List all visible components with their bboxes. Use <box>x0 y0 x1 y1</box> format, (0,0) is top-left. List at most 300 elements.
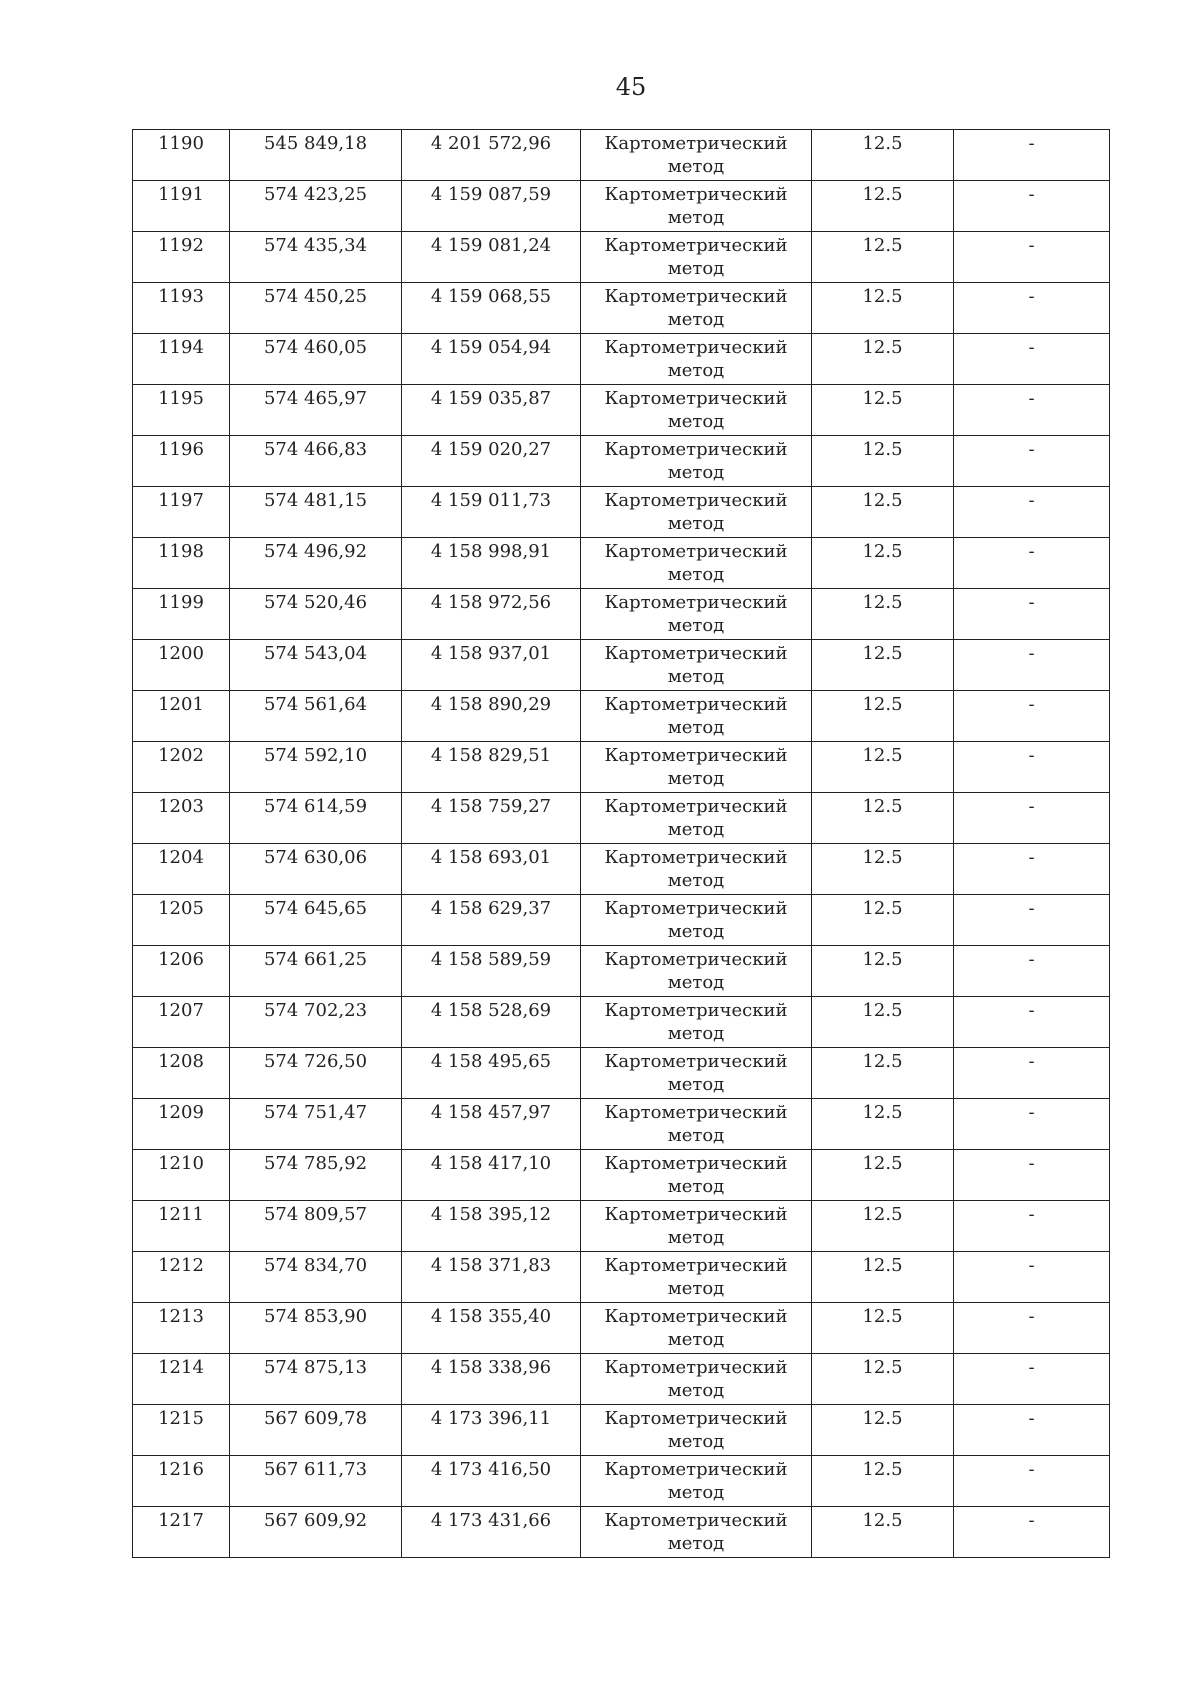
accuracy-cell <box>812 1201 954 1252</box>
x-coordinate-cell-text: 574 561,64 <box>263 694 368 715</box>
y-coordinate-cell-text: 4 158 759,27 <box>430 796 552 817</box>
y-coordinate-cell-text: 4 173 416,50 <box>430 1459 552 1480</box>
point-number-cell-text: 1192 <box>158 235 204 256</box>
y-coordinate-cell-text: 4 173 396,11 <box>430 1408 552 1429</box>
method-cell-text: Картометрический метод <box>604 1510 788 1554</box>
x-coordinate-cell <box>230 997 402 1048</box>
method-cell-text: Картометрический метод <box>604 439 788 483</box>
y-coordinate-cell-text: 4 173 431,66 <box>430 1510 552 1531</box>
method-cell <box>581 691 812 742</box>
point-number-cell-text: 1196 <box>158 439 204 460</box>
method-cell <box>581 1150 812 1201</box>
method-cell-text: Картометрический метод <box>604 184 788 228</box>
point-number-cell <box>133 538 230 589</box>
table-row <box>133 1303 1110 1354</box>
table-row <box>133 895 1110 946</box>
point-number-cell <box>133 385 230 436</box>
note-cell <box>954 1252 1110 1303</box>
y-coordinate-cell <box>402 742 581 793</box>
accuracy-cell <box>812 895 954 946</box>
accuracy-cell-text: 12.5 <box>862 1153 903 1174</box>
method-cell-text: Картометрический метод <box>604 1255 788 1299</box>
x-coordinate-cell <box>230 1252 402 1303</box>
table-row <box>133 1507 1110 1558</box>
accuracy-cell-text: 12.5 <box>862 1459 903 1480</box>
accuracy-cell <box>812 640 954 691</box>
note-cell-text: - <box>1028 1408 1035 1429</box>
accuracy-cell-text: 12.5 <box>862 439 903 460</box>
table-row <box>133 1456 1110 1507</box>
point-number-cell <box>133 1099 230 1150</box>
x-coordinate-cell-text: 574 466,83 <box>263 439 368 460</box>
table-row <box>133 1354 1110 1405</box>
note-cell-text: - <box>1028 1051 1035 1072</box>
note-cell <box>954 436 1110 487</box>
x-coordinate-cell-text: 574 785,92 <box>263 1153 368 1174</box>
method-cell <box>581 1456 812 1507</box>
accuracy-cell-text: 12.5 <box>862 133 903 154</box>
x-coordinate-cell <box>230 283 402 334</box>
note-cell <box>954 385 1110 436</box>
accuracy-cell-text: 12.5 <box>862 388 903 409</box>
y-coordinate-cell <box>402 691 581 742</box>
x-coordinate-cell-text: 574 875,13 <box>263 1357 368 1378</box>
x-coordinate-cell <box>230 130 402 181</box>
note-cell-text: - <box>1028 286 1035 307</box>
y-coordinate-cell-text: 4 158 693,01 <box>430 847 552 868</box>
note-cell <box>954 130 1110 181</box>
point-number-cell-text: 1203 <box>158 796 204 817</box>
accuracy-cell <box>812 793 954 844</box>
method-cell-text: Картометрический метод <box>604 847 788 891</box>
method-cell-text: Картометрический метод <box>604 643 788 687</box>
table-row <box>133 1099 1110 1150</box>
y-coordinate-cell <box>402 1354 581 1405</box>
point-number-cell <box>133 130 230 181</box>
accuracy-cell <box>812 1456 954 1507</box>
x-coordinate-cell <box>230 589 402 640</box>
method-cell <box>581 589 812 640</box>
note-cell <box>954 1150 1110 1201</box>
accuracy-cell-text: 12.5 <box>862 337 903 358</box>
method-cell <box>581 844 812 895</box>
point-number-cell-text: 1208 <box>158 1051 204 1072</box>
accuracy-cell <box>812 1405 954 1456</box>
method-cell <box>581 283 812 334</box>
accuracy-cell-text: 12.5 <box>862 745 903 766</box>
x-coordinate-cell-text: 574 834,70 <box>263 1255 368 1276</box>
method-cell <box>581 538 812 589</box>
y-coordinate-cell-text: 4 159 011,73 <box>430 490 552 511</box>
y-coordinate-cell <box>402 997 581 1048</box>
table-row <box>133 640 1110 691</box>
y-coordinate-cell <box>402 1303 581 1354</box>
x-coordinate-cell <box>230 1303 402 1354</box>
method-cell-text: Картометрический метод <box>604 592 788 636</box>
accuracy-cell-text: 12.5 <box>862 541 903 562</box>
point-number-cell <box>133 1456 230 1507</box>
accuracy-cell <box>812 1303 954 1354</box>
x-coordinate-cell <box>230 232 402 283</box>
accuracy-cell <box>812 385 954 436</box>
accuracy-cell-text: 12.5 <box>862 1357 903 1378</box>
x-coordinate-cell <box>230 1354 402 1405</box>
method-cell <box>581 181 812 232</box>
x-coordinate-cell-text: 574 460,05 <box>263 337 368 358</box>
note-cell-text: - <box>1028 949 1035 970</box>
y-coordinate-cell <box>402 1507 581 1558</box>
table-row <box>133 844 1110 895</box>
x-coordinate-cell-text: 574 465,97 <box>263 388 368 409</box>
point-number-cell-text: 1217 <box>158 1510 204 1531</box>
note-cell-text: - <box>1028 490 1035 511</box>
y-coordinate-cell-text: 4 158 371,83 <box>430 1255 552 1276</box>
point-number-cell <box>133 742 230 793</box>
accuracy-cell <box>812 1099 954 1150</box>
method-cell <box>581 895 812 946</box>
x-coordinate-cell <box>230 1405 402 1456</box>
point-number-cell <box>133 589 230 640</box>
y-coordinate-cell-text: 4 158 338,96 <box>430 1357 552 1378</box>
point-number-cell <box>133 283 230 334</box>
y-coordinate-cell <box>402 1048 581 1099</box>
y-coordinate-cell <box>402 130 581 181</box>
x-coordinate-cell-text: 574 481,15 <box>263 490 368 511</box>
method-cell-text: Картометрический метод <box>604 388 788 432</box>
x-coordinate-cell <box>230 181 402 232</box>
y-coordinate-cell <box>402 487 581 538</box>
note-cell <box>954 1507 1110 1558</box>
method-cell-text: Картометрический метод <box>604 490 788 534</box>
method-cell-text: Картометрический метод <box>604 694 788 738</box>
method-cell-text: Картометрический метод <box>604 745 788 789</box>
method-cell <box>581 1303 812 1354</box>
y-coordinate-cell-text: 4 159 035,87 <box>430 388 552 409</box>
x-coordinate-cell-text: 567 609,92 <box>263 1510 368 1531</box>
point-number-cell <box>133 334 230 385</box>
accuracy-cell-text: 12.5 <box>862 1408 903 1429</box>
note-cell-text: - <box>1028 592 1035 613</box>
point-number-cell <box>133 895 230 946</box>
y-coordinate-cell-text: 4 159 081,24 <box>430 235 552 256</box>
accuracy-cell-text: 12.5 <box>862 1306 903 1327</box>
table-row <box>133 1048 1110 1099</box>
coordinates-table-body <box>133 130 1110 1558</box>
x-coordinate-cell <box>230 691 402 742</box>
point-number-cell-text: 1191 <box>158 184 204 205</box>
method-cell <box>581 334 812 385</box>
y-coordinate-cell <box>402 1252 581 1303</box>
table-row <box>133 538 1110 589</box>
method-cell <box>581 997 812 1048</box>
method-cell <box>581 385 812 436</box>
point-number-cell-text: 1213 <box>158 1306 204 1327</box>
method-cell <box>581 1354 812 1405</box>
y-coordinate-cell-text: 4 158 589,59 <box>430 949 552 970</box>
point-number-cell-text: 1211 <box>158 1204 204 1225</box>
x-coordinate-cell <box>230 742 402 793</box>
note-cell-text: - <box>1028 337 1035 358</box>
note-cell <box>954 1048 1110 1099</box>
accuracy-cell-text: 12.5 <box>862 490 903 511</box>
method-cell-text: Картометрический метод <box>604 1408 788 1452</box>
accuracy-cell <box>812 1150 954 1201</box>
note-cell <box>954 232 1110 283</box>
x-coordinate-cell-text: 574 661,25 <box>263 949 368 970</box>
note-cell <box>954 946 1110 997</box>
point-number-cell <box>133 436 230 487</box>
y-coordinate-cell <box>402 946 581 997</box>
method-cell <box>581 1405 812 1456</box>
note-cell-text: - <box>1028 898 1035 919</box>
accuracy-cell <box>812 181 954 232</box>
accuracy-cell <box>812 1507 954 1558</box>
method-cell-text: Картометрический метод <box>604 1102 788 1146</box>
note-cell-text: - <box>1028 1000 1035 1021</box>
point-number-cell-text: 1202 <box>158 745 204 766</box>
y-coordinate-cell-text: 4 158 417,10 <box>430 1153 552 1174</box>
point-number-cell <box>133 793 230 844</box>
point-number-cell <box>133 1252 230 1303</box>
point-number-cell-text: 1214 <box>158 1357 204 1378</box>
accuracy-cell-text: 12.5 <box>862 1000 903 1021</box>
note-cell <box>954 691 1110 742</box>
method-cell <box>581 1099 812 1150</box>
x-coordinate-cell <box>230 334 402 385</box>
x-coordinate-cell-text: 574 543,04 <box>263 643 368 664</box>
accuracy-cell-text: 12.5 <box>862 1051 903 1072</box>
method-cell-text: Картометрический метод <box>604 541 788 585</box>
x-coordinate-cell <box>230 640 402 691</box>
accuracy-cell-text: 12.5 <box>862 286 903 307</box>
note-cell <box>954 1405 1110 1456</box>
note-cell <box>954 1201 1110 1252</box>
note-cell-text: - <box>1028 1204 1035 1225</box>
note-cell <box>954 895 1110 946</box>
note-cell <box>954 181 1110 232</box>
table-row <box>133 997 1110 1048</box>
point-number-cell-text: 1193 <box>158 286 204 307</box>
point-number-cell-text: 1210 <box>158 1153 204 1174</box>
accuracy-cell <box>812 130 954 181</box>
point-number-cell-text: 1209 <box>158 1102 204 1123</box>
accuracy-cell-text: 12.5 <box>862 898 903 919</box>
point-number-cell-text: 1197 <box>158 490 204 511</box>
point-number-cell-text: 1207 <box>158 1000 204 1021</box>
note-cell <box>954 589 1110 640</box>
point-number-cell <box>133 1303 230 1354</box>
accuracy-cell <box>812 946 954 997</box>
point-number-cell <box>133 946 230 997</box>
x-coordinate-cell <box>230 793 402 844</box>
y-coordinate-cell <box>402 538 581 589</box>
table-row <box>133 1252 1110 1303</box>
y-coordinate-cell-text: 4 158 829,51 <box>430 745 552 766</box>
table-row <box>133 589 1110 640</box>
table-row <box>133 1150 1110 1201</box>
accuracy-cell <box>812 436 954 487</box>
y-coordinate-cell <box>402 1201 581 1252</box>
accuracy-cell-text: 12.5 <box>862 949 903 970</box>
accuracy-cell <box>812 844 954 895</box>
accuracy-cell-text: 12.5 <box>862 847 903 868</box>
accuracy-cell-text: 12.5 <box>862 592 903 613</box>
table-row <box>133 691 1110 742</box>
y-coordinate-cell-text: 4 158 972,56 <box>430 592 552 613</box>
note-cell-text: - <box>1028 1510 1035 1531</box>
table-row <box>133 1201 1110 1252</box>
x-coordinate-cell-text: 574 630,06 <box>263 847 368 868</box>
table-row <box>133 232 1110 283</box>
x-coordinate-cell-text: 574 809,57 <box>263 1204 368 1225</box>
note-cell <box>954 640 1110 691</box>
method-cell <box>581 436 812 487</box>
accuracy-cell <box>812 1354 954 1405</box>
x-coordinate-cell <box>230 946 402 997</box>
y-coordinate-cell <box>402 1456 581 1507</box>
x-coordinate-cell-text: 574 423,25 <box>263 184 368 205</box>
coordinates-table <box>132 129 1110 1558</box>
note-cell <box>954 1099 1110 1150</box>
y-coordinate-cell-text: 4 158 998,91 <box>430 541 552 562</box>
y-coordinate-cell-text: 4 158 528,69 <box>430 1000 552 1021</box>
method-cell-text: Картометрический метод <box>604 1357 788 1401</box>
x-coordinate-cell <box>230 385 402 436</box>
note-cell-text: - <box>1028 1357 1035 1378</box>
x-coordinate-cell-text: 567 609,78 <box>263 1408 368 1429</box>
accuracy-cell-text: 12.5 <box>862 1102 903 1123</box>
x-coordinate-cell <box>230 436 402 487</box>
table-row <box>133 742 1110 793</box>
accuracy-cell <box>812 334 954 385</box>
method-cell-text: Картометрический метод <box>604 1051 788 1095</box>
method-cell-text: Картометрический метод <box>604 1306 788 1350</box>
point-number-cell-text: 1198 <box>158 541 204 562</box>
accuracy-cell <box>812 1252 954 1303</box>
y-coordinate-cell-text: 4 159 087,59 <box>430 184 552 205</box>
method-cell-text: Картометрический метод <box>604 286 788 330</box>
point-number-cell-text: 1200 <box>158 643 204 664</box>
x-coordinate-cell <box>230 1201 402 1252</box>
point-number-cell <box>133 487 230 538</box>
y-coordinate-cell-text: 4 158 355,40 <box>430 1306 552 1327</box>
point-number-cell <box>133 1048 230 1099</box>
point-number-cell-text: 1190 <box>158 133 204 154</box>
accuracy-cell-text: 12.5 <box>862 643 903 664</box>
point-number-cell <box>133 1405 230 1456</box>
x-coordinate-cell-text: 574 853,90 <box>263 1306 368 1327</box>
x-coordinate-cell-text: 574 702,23 <box>263 1000 368 1021</box>
accuracy-cell-text: 12.5 <box>862 1255 903 1276</box>
note-cell <box>954 997 1110 1048</box>
table-row <box>133 130 1110 181</box>
accuracy-cell <box>812 589 954 640</box>
method-cell <box>581 640 812 691</box>
note-cell-text: - <box>1028 541 1035 562</box>
y-coordinate-cell <box>402 436 581 487</box>
y-coordinate-cell-text: 4 158 457,97 <box>430 1102 552 1123</box>
accuracy-cell <box>812 538 954 589</box>
y-coordinate-cell-text: 4 159 068,55 <box>430 286 552 307</box>
note-cell-text: - <box>1028 1153 1035 1174</box>
method-cell-text: Картометрический метод <box>604 1000 788 1044</box>
y-coordinate-cell <box>402 334 581 385</box>
x-coordinate-cell-text: 567 611,73 <box>263 1459 368 1480</box>
accuracy-cell <box>812 283 954 334</box>
note-cell-text: - <box>1028 235 1035 256</box>
note-cell <box>954 1303 1110 1354</box>
x-coordinate-cell-text: 574 592,10 <box>263 745 368 766</box>
table-row <box>133 946 1110 997</box>
accuracy-cell <box>812 232 954 283</box>
point-number-cell-text: 1201 <box>158 694 204 715</box>
table-row <box>133 1405 1110 1456</box>
method-cell-text: Картометрический метод <box>604 1204 788 1248</box>
point-number-cell <box>133 232 230 283</box>
y-coordinate-cell <box>402 283 581 334</box>
y-coordinate-cell <box>402 1150 581 1201</box>
note-cell-text: - <box>1028 184 1035 205</box>
y-coordinate-cell-text: 4 158 629,37 <box>430 898 552 919</box>
method-cell <box>581 742 812 793</box>
note-cell <box>954 538 1110 589</box>
note-cell-text: - <box>1028 1459 1035 1480</box>
point-number-cell <box>133 1354 230 1405</box>
accuracy-cell <box>812 487 954 538</box>
point-number-cell-text: 1216 <box>158 1459 204 1480</box>
x-coordinate-cell <box>230 1456 402 1507</box>
accuracy-cell-text: 12.5 <box>862 1510 903 1531</box>
x-coordinate-cell <box>230 1507 402 1558</box>
table-row <box>133 334 1110 385</box>
y-coordinate-cell <box>402 589 581 640</box>
method-cell-text: Картометрический метод <box>604 796 788 840</box>
y-coordinate-cell <box>402 640 581 691</box>
x-coordinate-cell <box>230 844 402 895</box>
method-cell <box>581 130 812 181</box>
note-cell <box>954 844 1110 895</box>
method-cell <box>581 487 812 538</box>
point-number-cell <box>133 181 230 232</box>
note-cell <box>954 283 1110 334</box>
accuracy-cell-text: 12.5 <box>862 184 903 205</box>
x-coordinate-cell-text: 574 496,92 <box>263 541 368 562</box>
point-number-cell-text: 1212 <box>158 1255 204 1276</box>
y-coordinate-cell-text: 4 158 937,01 <box>430 643 552 664</box>
point-number-cell <box>133 691 230 742</box>
x-coordinate-cell <box>230 895 402 946</box>
point-number-cell-text: 1215 <box>158 1408 204 1429</box>
method-cell <box>581 1048 812 1099</box>
point-number-cell <box>133 997 230 1048</box>
point-number-cell <box>133 1507 230 1558</box>
note-cell-text: - <box>1028 745 1035 766</box>
page-number: 45 <box>615 73 647 101</box>
point-number-cell <box>133 640 230 691</box>
x-coordinate-cell-text: 574 645,65 <box>263 898 368 919</box>
accuracy-cell-text: 12.5 <box>862 694 903 715</box>
method-cell <box>581 946 812 997</box>
y-coordinate-cell <box>402 232 581 283</box>
point-number-cell <box>133 1201 230 1252</box>
x-coordinate-cell-text: 574 614,59 <box>263 796 368 817</box>
y-coordinate-cell <box>402 1099 581 1150</box>
x-coordinate-cell-text: 574 520,46 <box>263 592 368 613</box>
method-cell <box>581 793 812 844</box>
method-cell-text: Картометрический метод <box>604 133 788 177</box>
x-coordinate-cell <box>230 1099 402 1150</box>
y-coordinate-cell-text: 4 201 572,96 <box>430 133 552 154</box>
